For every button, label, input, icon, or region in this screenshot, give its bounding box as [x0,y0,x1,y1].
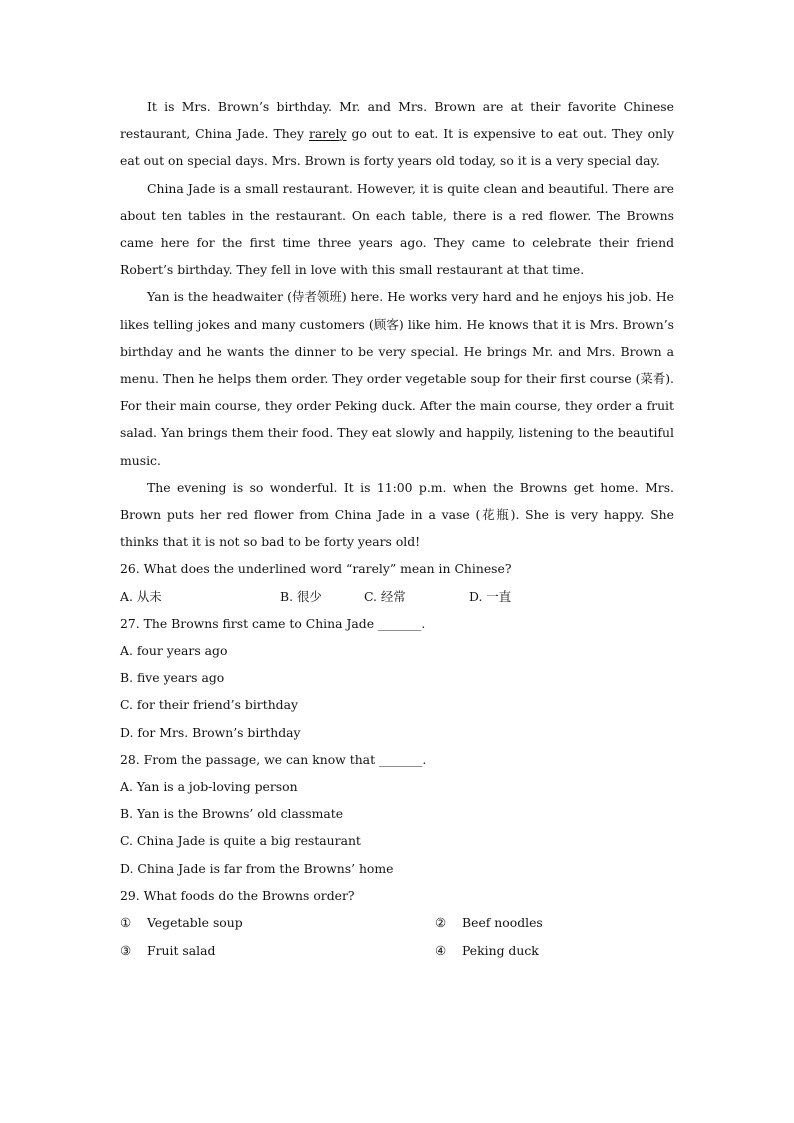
underlined-word: rarely [309,126,347,142]
q29-item-3 [120,937,435,965]
q27-option-d: D. for Mrs. Brown’s birthday [120,724,301,740]
q27-option-c: C. for their friend’s birthday [120,697,298,713]
question-27-stem: 27. The Browns first came to China Jade _______. [120,615,426,631]
q27-option-b: B. five years ago [120,670,225,686]
q26-option-a: A. 从未 [120,588,162,604]
q29-item-3-text: Fruit salad [147,942,216,958]
q29-item-4-text: Peking duck [462,942,539,958]
circled-number-3: ③ [120,942,132,958]
q29-item-2-text: Beef noodles [462,915,543,931]
q29-item-4 [435,937,674,965]
q28-option-a: A. Yan is a job-loving person [120,779,298,795]
passage-paragraph-1 [120,93,674,175]
question-29-stem: 29. What foods do the Browns order? [120,887,355,903]
q26-option-b: B. 很少 [280,588,322,604]
q29-item-2 [435,909,674,937]
passage-paragraph-3: Yan is the headwaiter (侍者领班) here. He works very hard and he enjoys his job. He likes telling jokes and many customers (顾客) like him. He knows that it is Mrs. Brown’s birthday and he wants the dinner to be very special. He brings Mr. and Mrs. Brown a menu. Then he helps them order. They order vegetable soup for their first course (菜肴). For their main course, they order Peking duck. After the main course, they order a fruit salad. Yan brings them their food. They eat slowly and happily, listening to the beautiful music. [120,289,674,468]
q28-option-c: C. China Jade is quite a big restaurant [120,833,361,849]
question-26-stem: 26. What does the underlined word “rarely” mean in Chinese? [120,561,512,577]
q28-option-b: B. Yan is the Browns’ old classmate [120,806,344,822]
q26-option-c: C. 经常 [364,588,406,604]
circled-number-1: ① [120,915,132,931]
q29-item-1-text: Vegetable soup [147,915,243,931]
question-26-options [120,583,674,610]
q26-option-d: D. 一直 [469,588,512,604]
reading-section [120,93,674,964]
q27-option-a: A. four years ago [120,643,228,659]
q28-option-d: D. China Jade is far from the Browns’ home [120,860,394,876]
p1-text-before: It is Mrs. Brown’s birthday. Mr. and Mrs. Brown are at their favorite Chinese restaurant, China Jade. They [120,99,674,142]
p1-text-after: go out to eat. It is expensive to eat out. They only eat out on special days. Mrs. Brown is forty years old today, so it is a very special day. [120,126,674,169]
passage-paragraph-2: China Jade is a small restaurant. However, it is quite clean and beautiful. There are about ten tables in the restaurant. On each table, there is a red flower. The Browns came here for the first time three years ago. They came to celebrate their friend Robert’s birthday. They fell in love with this small restaurant at that time. [120,180,674,278]
passage-paragraph-4: The evening is so wonderful. It is 11:00 p.m. when the Browns get home. Mrs. Brown puts her red flower from China Jade in a vase (花瓶). She is very happy. She thinks that it is not so bad to be forty years old! [120,479,674,550]
question-29-items [120,909,674,964]
q29-item-1 [120,909,435,937]
circled-number-4: ④ [435,942,447,958]
circled-number-2: ② [435,915,447,931]
question-28-stem: 28. From the passage, we can know that _______. [120,751,427,767]
